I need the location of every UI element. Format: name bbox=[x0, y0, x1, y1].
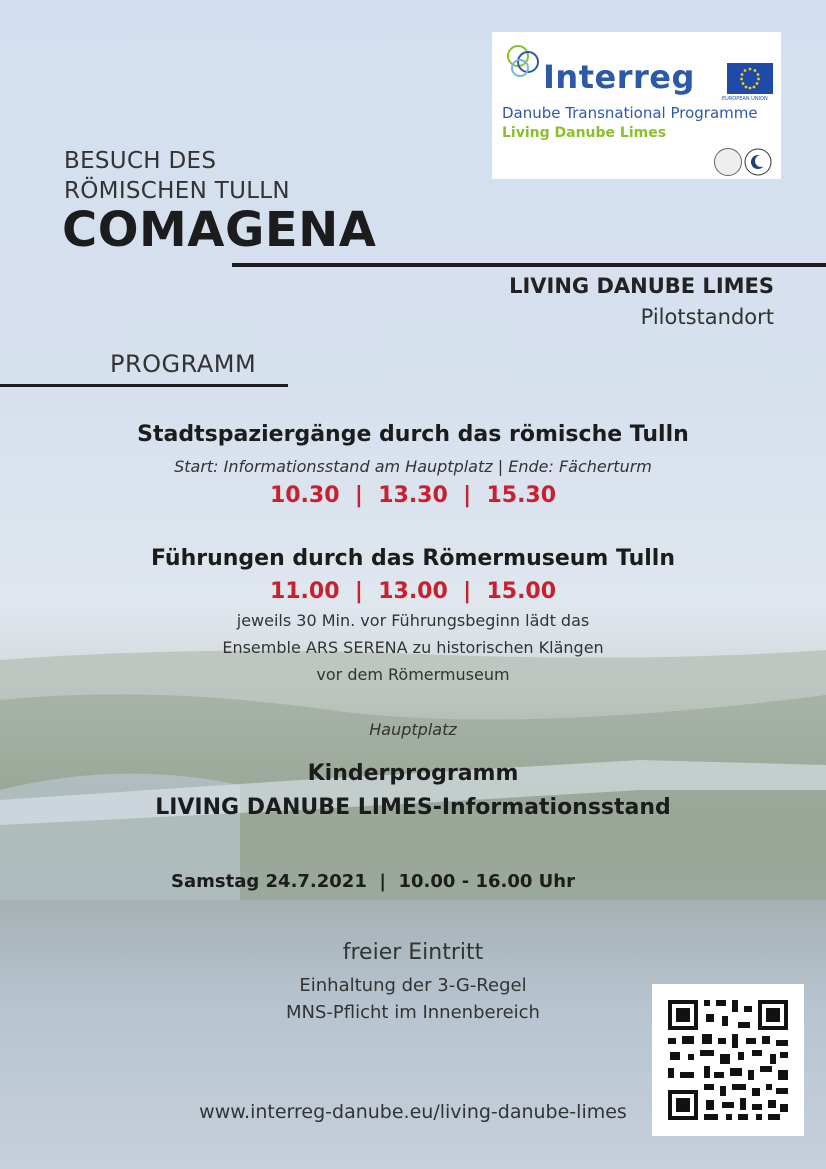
logo-project: Living Danube Limes bbox=[502, 125, 667, 141]
qr-code-icon bbox=[652, 984, 804, 1136]
tulln-seal-icon bbox=[714, 148, 742, 176]
section-heading: PROGRAMM bbox=[110, 350, 257, 378]
logo-title: Interreg bbox=[543, 58, 695, 96]
qr-code[interactable] bbox=[652, 984, 804, 1136]
website-link[interactable]: www.interreg-danube.eu/living-danube-limes bbox=[199, 1101, 627, 1123]
museum-note-2: Ensemble ARS SERENA zu historischen Klängen bbox=[222, 638, 604, 657]
danube-university-seal-icon bbox=[744, 148, 772, 176]
kids-location: Hauptplatz bbox=[369, 720, 457, 739]
entry-rule-1: Einhaltung der 3-G-Regel bbox=[299, 975, 527, 996]
kids-title-2: LIVING DANUBE LIMES-Informationsstand bbox=[155, 795, 671, 820]
page-title: COMAGENA bbox=[62, 202, 377, 258]
kids-title-1: Kinderprogramm bbox=[307, 761, 519, 786]
walks-route: Start: Informationsstand am Hauptplatz | Ende: Fächerturm bbox=[174, 457, 652, 476]
museum-note-1: jeweils 30 Min. vor Führungsbeginn lädt das bbox=[236, 611, 590, 630]
section-divider bbox=[0, 384, 288, 387]
museum-title: Führungen durch das Römermuseum Tulln bbox=[151, 546, 675, 571]
site-label: Pilotstandort bbox=[640, 305, 774, 329]
header-line-1: BESUCH DES bbox=[64, 148, 217, 174]
walks-times: 10.30 | 13.30 | 15.30 bbox=[269, 483, 557, 508]
eu-label: EUROPEAN UNION bbox=[722, 96, 768, 102]
museum-note-3: vor dem Römermuseum bbox=[316, 665, 510, 684]
header-line-2: RÖMISCHEN TULLN bbox=[64, 178, 290, 204]
interreg-logo bbox=[492, 32, 781, 179]
entry-rule-2: MNS-Pflicht im Innenbereich bbox=[286, 1002, 540, 1023]
museum-times: 11.00 | 13.00 | 15.00 bbox=[269, 579, 557, 604]
free-entry: freier Eintritt bbox=[342, 940, 484, 965]
walks-title: Stadtspaziergänge durch das römische Tulln bbox=[137, 422, 689, 447]
event-date: Samstag 24.7.2021 | 10.00 - 16.00 Uhr bbox=[171, 871, 575, 892]
interreg-rings-icon bbox=[504, 42, 544, 82]
title-divider bbox=[232, 263, 826, 267]
eu-flag-icon bbox=[727, 63, 773, 94]
logo-programme: Danube Transnational Programme bbox=[502, 104, 758, 122]
project-name: LIVING DANUBE LIMES bbox=[509, 274, 774, 298]
